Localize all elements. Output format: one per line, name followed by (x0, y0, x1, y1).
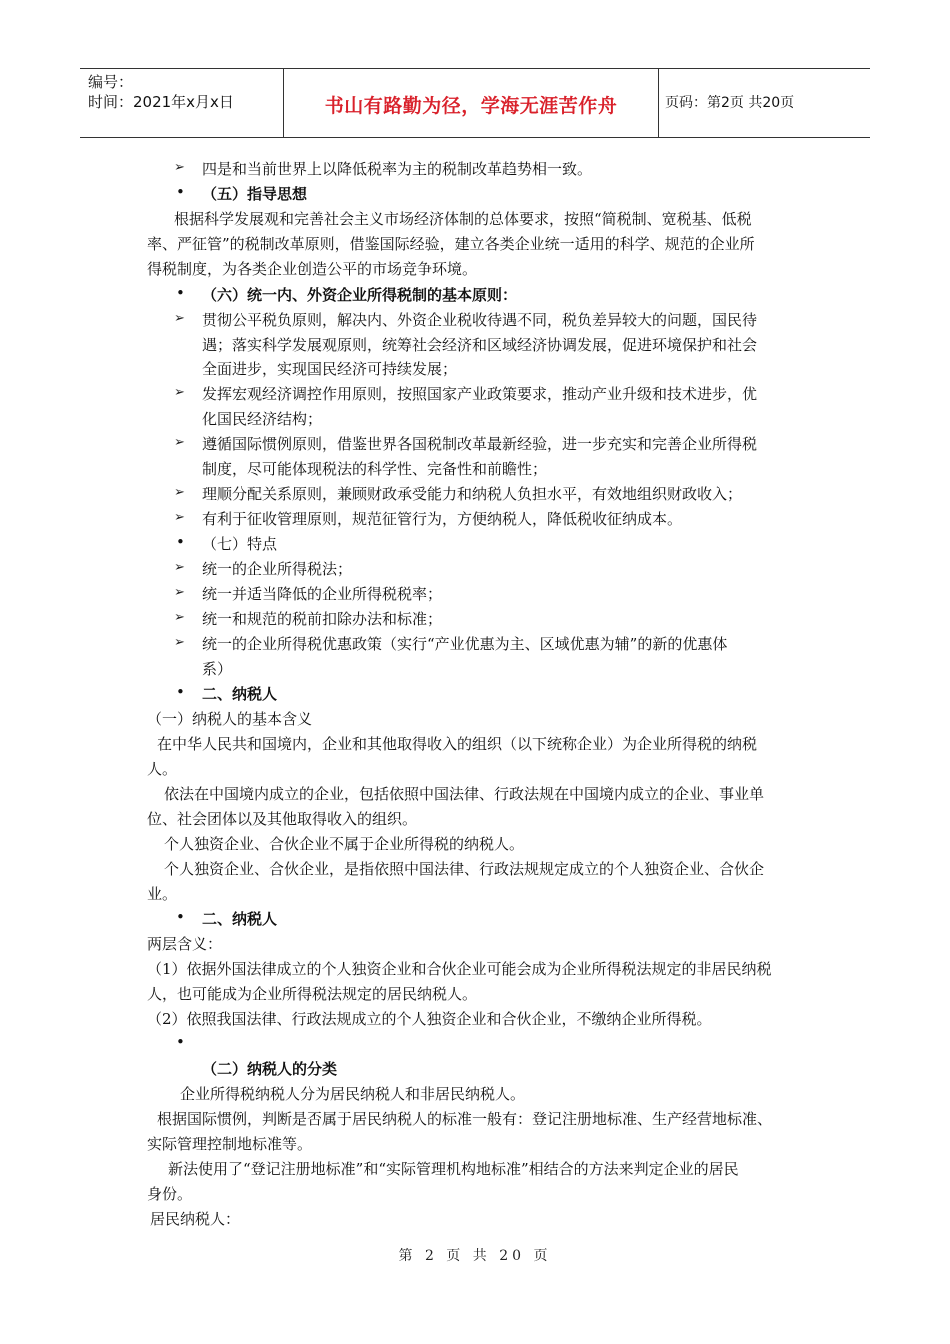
text-line: 遵循国际惯例原则，借鉴世界各国税制改革最新经验，进一步充实和完善企业所得税 (202, 435, 758, 453)
section-heading: （五）指导思想 (202, 185, 308, 203)
text-line: 率、严征管”的税制改革原则，借鉴国际经验，建立各类企业统一适用的科学、规范的企业所 (147, 235, 755, 253)
text-line: 系） (202, 660, 233, 678)
section-heading: （六）统一内、外资企业所得税制的基本原则： (202, 286, 518, 304)
date-label: 时间：2021年x月x日 (88, 93, 234, 111)
text-line: （一）纳税人的基本含义 (147, 710, 313, 728)
text-line: 统一的企业所得税法； (202, 560, 353, 578)
arrow-bullet-icon: ➢ (174, 635, 185, 650)
text-line: 四是和当前世界上以降低税率为主的税制改革趋势相一致。 (202, 160, 593, 178)
text-line: （2）依照我国法律、行政法规成立的个人独资企业和合伙企业，不缴纳企业所得税。 (147, 1010, 712, 1028)
arrow-bullet-icon: ➢ (174, 385, 185, 400)
text-line: 人。 (147, 760, 178, 778)
text-line: 根据科学发展观和完善社会主义市场经济体制的总体要求，按照“简税制、宽税基、低税 (174, 210, 752, 228)
text-line: 化国民经济结构； (202, 410, 323, 428)
dot-bullet-icon: • (176, 284, 185, 302)
text-line: 个人独资企业、合伙企业，是指依照中国法律、行政法规规定成立的个人独资企业、合伙企 (164, 860, 765, 878)
text-line: 新法使用了“登记注册地标准”和“实际管理机构地标准”相结合的方法来判定企业的居民 (168, 1160, 739, 1178)
arrow-bullet-icon: ➢ (174, 311, 185, 326)
text-line: 实际管理控制地标准等。 (147, 1135, 313, 1153)
section-heading: 二、纳税人 (202, 685, 278, 703)
text-line: 遇；落实科学发展观原则，统筹社会经济和区域经济协调发展，促进环境保护和社会 (202, 336, 758, 354)
dot-bullet-icon: • (176, 683, 185, 701)
serial-label: 编号： (88, 73, 134, 91)
text-line: 两层含义： (147, 935, 223, 953)
arrow-bullet-icon: ➢ (174, 435, 185, 450)
arrow-bullet-icon: ➢ (174, 585, 185, 600)
text-line: 全面进步，实现国民经济可持续发展； (202, 360, 458, 378)
dot-bullet-icon: • (176, 183, 185, 201)
text-line: 在中华人民共和国境内，企业和其他取得收入的组织（以下统称企业）为企业所得税的纳税 (157, 735, 758, 753)
text-line: 身份。 (147, 1185, 193, 1203)
page-number-label: 页码：第2页 共20页 (665, 95, 795, 111)
text-line: 理顺分配关系原则，兼顾财政承受能力和纳税人负担水平，有效地组织财政收入； (202, 485, 743, 503)
text-line: 企业所得税纳税人分为居民纳税人和非居民纳税人。 (180, 1085, 526, 1103)
text-line: 依法在中国境内成立的企业，包括依照中国法律、行政法规在中国境内成立的企业、事业单 (164, 785, 765, 803)
section-heading: 二、纳税人 (202, 910, 278, 928)
text-line: 制度，尽可能体现税法的科学性、完备性和前瞻性； (202, 460, 548, 478)
dot-bullet-icon: • (176, 908, 185, 926)
section-heading: （二）纳税人的分类 (202, 1060, 338, 1078)
text-line: 得税制度，为各类企业创造公平的市场竞争环境。 (147, 260, 478, 278)
text-line: 统一的企业所得税优惠政策（实行“产业优惠为主、区域优惠为辅”的新的优惠体 (202, 635, 728, 653)
header-page-cell (659, 69, 870, 137)
arrow-bullet-icon: ➢ (174, 610, 185, 625)
text-line: 发挥宏观经济调控作用原则，按照国家产业政策要求，推动产业升级和技术进步，优 (202, 385, 758, 403)
text-line: 根据国际惯例，判断是否属于居民纳税人的标准一般有：登记注册地标准、生产经营地标准、 (157, 1110, 773, 1128)
text-line: 位、社会团体以及其他取得收入的组织。 (147, 810, 418, 828)
page-header (80, 68, 870, 138)
text-line: 有利于征收管理原则，规范征管行为，方便纳税人，降低税收征纳成本。 (202, 510, 683, 528)
page-footer: 第 2 页 共 20 页 (398, 1248, 552, 1264)
section-heading: （七）特点 (202, 535, 278, 553)
dot-bullet-icon: • (176, 533, 185, 551)
arrow-bullet-icon: ➢ (174, 510, 185, 525)
text-line: 贯彻公平税负原则，解决内、外资企业税收待遇不同，税负差异较大的问题，国民待 (202, 311, 758, 329)
motto: 书山有路勤为径，学海无涯苦作舟 (324, 95, 618, 117)
text-line: （1）依据外国法律成立的个人独资企业和合伙企业可能会成为企业所得税法规定的非居民纳税 (147, 960, 772, 978)
arrow-bullet-icon: ➢ (174, 160, 185, 175)
text-line: 个人独资企业、合伙企业不属于企业所得税的纳税人。 (164, 835, 525, 853)
text-line: 业。 (147, 885, 178, 903)
arrow-bullet-icon: ➢ (174, 560, 185, 575)
header-meta-cell (80, 69, 284, 137)
dot-bullet-icon: • (176, 1033, 185, 1051)
text-line: 统一和规范的税前扣除办法和标准； (202, 610, 443, 628)
header-motto-cell (284, 69, 659, 137)
arrow-bullet-icon: ➢ (174, 485, 185, 500)
text-line: 居民纳税人： (150, 1210, 241, 1228)
text-line: 统一并适当降低的企业所得税税率； (202, 585, 443, 603)
text-line: 人，也可能成为企业所得税法规定的居民纳税人。 (147, 985, 478, 1003)
